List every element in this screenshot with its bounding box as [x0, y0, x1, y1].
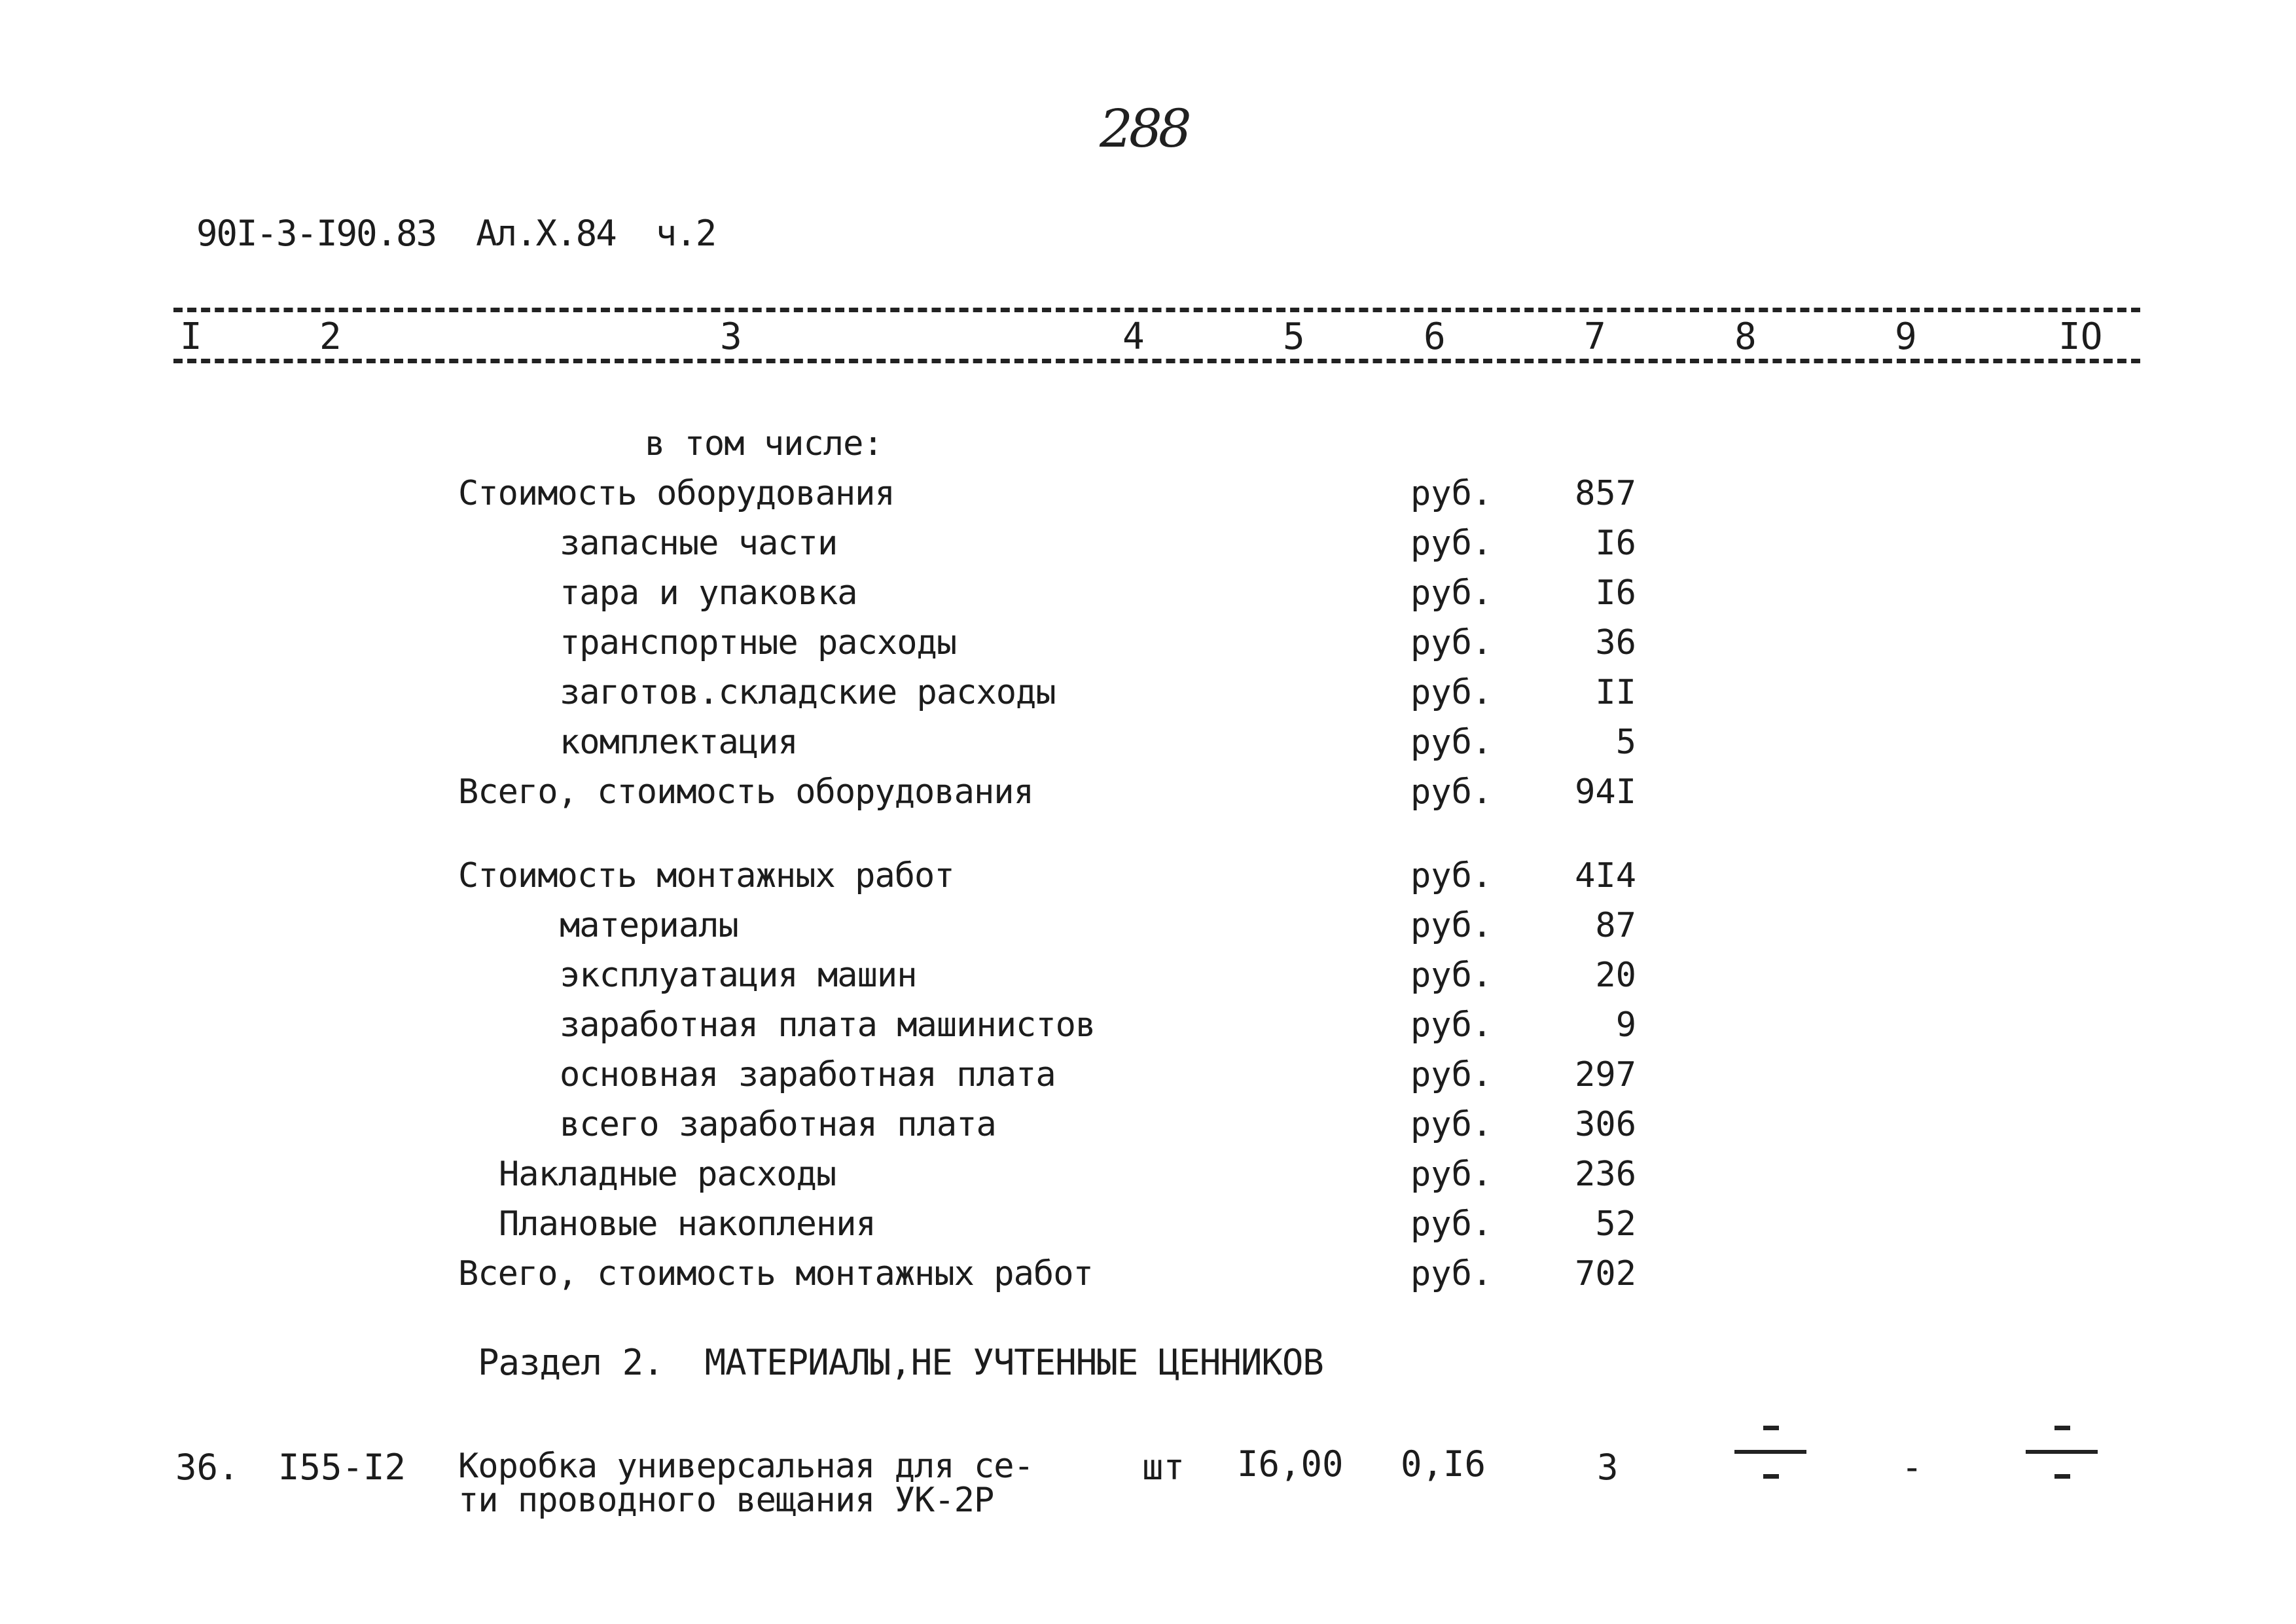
top-dashed-rule: [173, 308, 2140, 312]
row-label: заработная плата машинистов: [560, 1005, 1096, 1045]
row-value: 9: [1615, 1005, 1636, 1045]
row-unit: руб.: [1410, 1105, 1493, 1144]
row-value: 52: [1595, 1204, 1636, 1244]
row-unit: руб.: [1410, 956, 1493, 995]
row-label: Всего, стоимость монтажных работ: [458, 1254, 1093, 1293]
row-label: комплектация: [560, 723, 798, 762]
row-label: Плановые накопления: [499, 1204, 876, 1244]
row-value: II: [1595, 673, 1636, 712]
item-unit: шт: [1142, 1447, 1185, 1488]
item-name-line1: Коробка универсальная для се-: [458, 1447, 1033, 1486]
row-unit: руб.: [1410, 524, 1493, 563]
row-label: тара и упаковка: [560, 573, 857, 613]
row-value: 236: [1575, 1155, 1636, 1194]
row-label: материалы: [560, 906, 738, 945]
item-total: 3: [1597, 1447, 1619, 1488]
row-unit: руб.: [1410, 1204, 1493, 1244]
intro-label: в том числе:: [645, 424, 883, 463]
column-number: 4: [1122, 316, 1145, 358]
column-number: 7: [1584, 316, 1606, 358]
row-unit: руб.: [1410, 623, 1493, 662]
column-number: 2: [319, 316, 342, 358]
row-label: Всего, стоимость оборудования: [458, 772, 1033, 812]
row-unit: руб.: [1410, 723, 1493, 762]
column-number: IO: [2058, 316, 2103, 358]
column-number: I: [180, 316, 202, 358]
row-unit: руб.: [1410, 772, 1493, 812]
row-label: всего заработная плата: [560, 1105, 996, 1144]
item-number: 36.: [175, 1447, 240, 1488]
document-code: 90I-3-I90.83 Ал.X.84 ч.2: [196, 213, 716, 254]
row-unit: руб.: [1410, 673, 1493, 712]
row-label: Накладные расходы: [499, 1155, 836, 1194]
column-number: 8: [1734, 316, 1757, 358]
bottom-dashed-rule: [173, 359, 2140, 363]
page-number: 288: [1100, 98, 1188, 159]
row-unit: руб.: [1410, 1005, 1493, 1045]
row-unit: руб.: [1410, 1254, 1493, 1293]
row-value: 306: [1575, 1105, 1636, 1144]
row-value: 297: [1575, 1055, 1636, 1094]
row-label: основная заработная плата: [560, 1055, 1056, 1094]
column-number: 3: [720, 316, 742, 358]
row-value: 857: [1575, 474, 1636, 513]
fraction-mark: [2026, 1420, 2098, 1492]
section-title: Раздел 2. МАТЕРИАЛЫ,НЕ УЧТЕННЫЕ ЦЕННИКОВ: [478, 1342, 1323, 1383]
row-unit: руб.: [1410, 573, 1493, 613]
row-value: 4I4: [1575, 856, 1636, 895]
row-unit: руб.: [1410, 856, 1493, 895]
column-number: 6: [1424, 316, 1446, 358]
row-label: эксплуатация машин: [560, 956, 917, 995]
row-label: Стоимость монтажных работ: [458, 856, 954, 895]
fraction-mark: [1734, 1420, 1806, 1492]
row-unit: руб.: [1410, 1055, 1493, 1094]
column-number: 5: [1283, 316, 1305, 358]
item-quantity: 0,I6: [1401, 1443, 1486, 1485]
row-value: I6: [1595, 524, 1636, 563]
row-value: 94I: [1575, 772, 1636, 812]
row-value: I6: [1595, 573, 1636, 613]
row-label: запасные части: [560, 524, 838, 563]
row-value: 702: [1575, 1254, 1636, 1293]
column-number: 9: [1895, 316, 1917, 358]
row-value: 87: [1595, 906, 1636, 945]
item-price: I6,00: [1237, 1443, 1344, 1485]
row-label: Стоимость оборудования: [458, 474, 895, 513]
row-value: 36: [1595, 623, 1636, 662]
row-label: транспортные расходы: [560, 623, 957, 662]
item-col9-dash: -: [1901, 1447, 1923, 1488]
row-unit: руб.: [1410, 1155, 1493, 1194]
item-code: I55-I2: [278, 1447, 406, 1488]
row-unit: руб.: [1410, 906, 1493, 945]
row-value: 20: [1595, 956, 1636, 995]
item-name-line2: ти проводного вещания УК-2Р: [458, 1481, 994, 1520]
row-unit: руб.: [1410, 474, 1493, 513]
row-label: заготов.складские расходы: [560, 673, 1056, 712]
row-value: 5: [1615, 723, 1636, 762]
